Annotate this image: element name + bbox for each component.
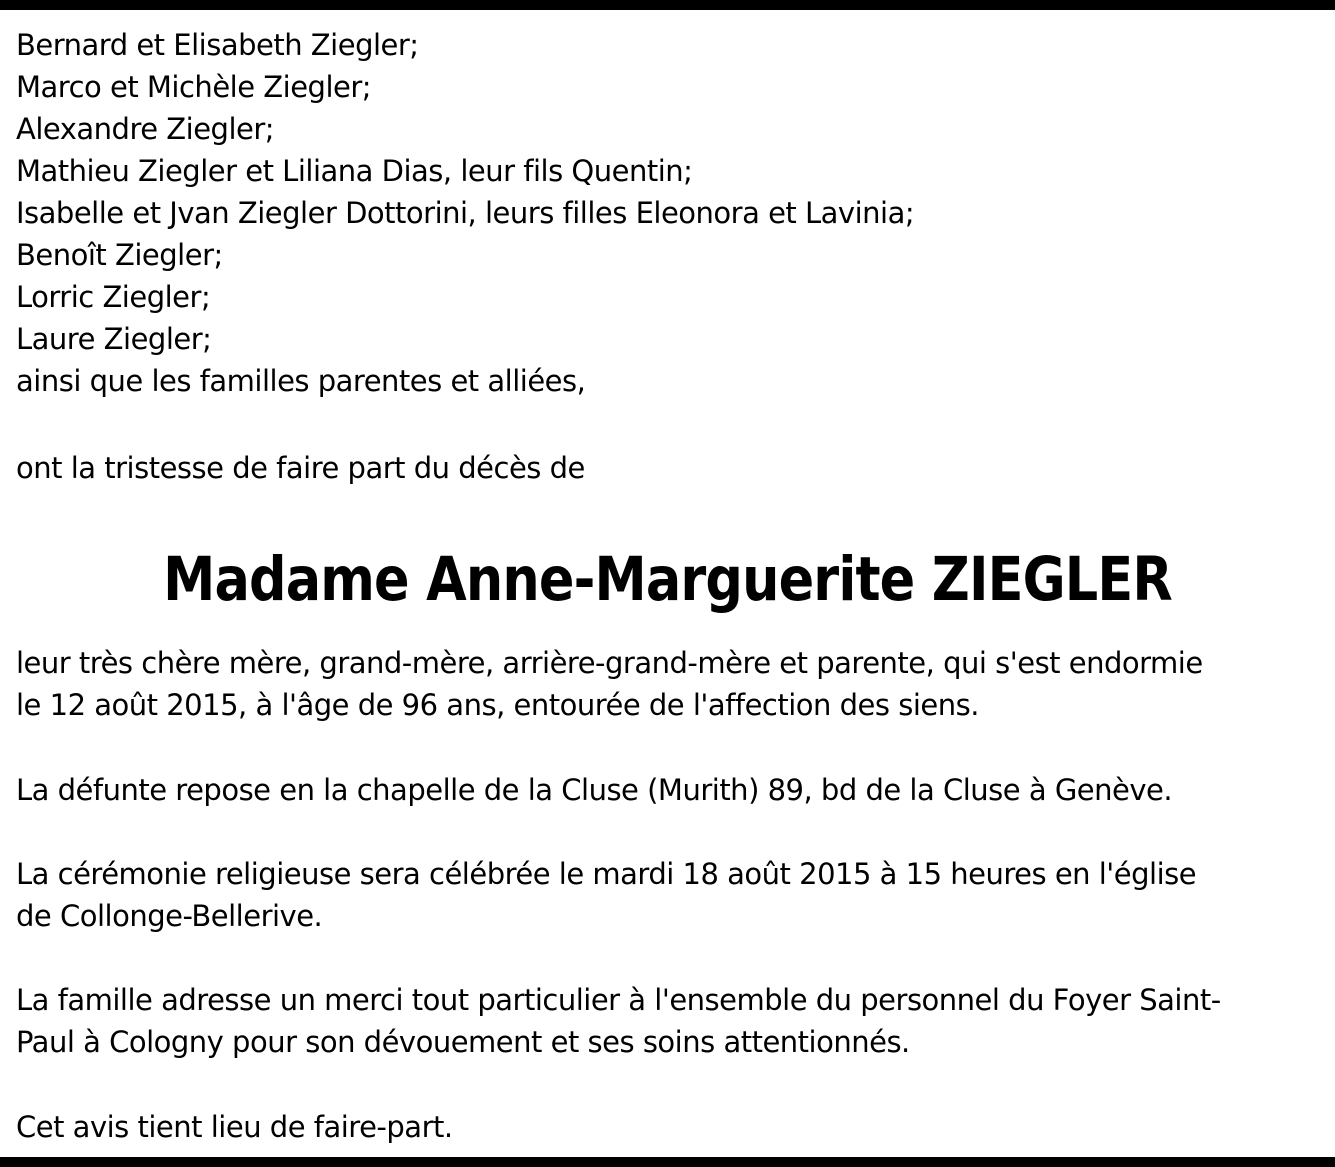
deceased-name-heading: Madame Anne-Marguerite ZIEGLER — [163, 544, 1172, 615]
relation-line-1: leur très chère mère, grand-mère, arrière-grand-mère et parente, qui s'est endormie — [16, 646, 1203, 680]
family-member-line: Marco et Michèle Ziegler; — [16, 70, 372, 104]
family-member-line: Mathieu Ziegler et Liliana Dias, leur fils Quentin; — [16, 154, 693, 188]
family-member-line: Alexandre Ziegler; — [16, 112, 275, 146]
relation-line-2: le 12 août 2015, à l'âge de 96 ans, entourée de l'affection des siens. — [16, 688, 979, 722]
ceremony-line-2: de Collonge-Bellerive. — [16, 899, 323, 933]
family-member-line: Benoît Ziegler; — [16, 238, 223, 272]
relatives-line: ainsi que les familles parentes et alliées, — [16, 364, 586, 398]
family-member-line: Laure Ziegler; — [16, 322, 212, 356]
top-border-rule — [0, 0, 1335, 10]
thanks-line-1: La famille adresse un merci tout particulier à l'ensemble du personnel du Foyer Saint- — [16, 983, 1221, 1017]
family-members-list — [16, 24, 914, 402]
family-member-line: Lorric Ziegler; — [16, 280, 211, 314]
thanks-line-2: Paul à Cologny pour son dévouement et ses soins attentionnés. — [16, 1025, 910, 1059]
bottom-border-rule — [0, 1157, 1335, 1167]
announcement-text: ont la tristesse de faire part du décès de — [16, 451, 585, 485]
family-member-line: Bernard et Elisabeth Ziegler; — [16, 28, 419, 62]
repose-line: La défunte repose en la chapelle de la Cluse (Murith) 89, bd de la Cluse à Genève. — [16, 773, 1173, 807]
family-member-line: Isabelle et Jvan Ziegler Dottorini, leurs filles Eleonora et Lavinia; — [16, 196, 915, 230]
closing-line: Cet avis tient lieu de faire-part. — [16, 1110, 453, 1144]
ceremony-line-1: La cérémonie religieuse sera célébrée le mardi 18 août 2015 à 15 heures en l'église — [16, 857, 1197, 891]
